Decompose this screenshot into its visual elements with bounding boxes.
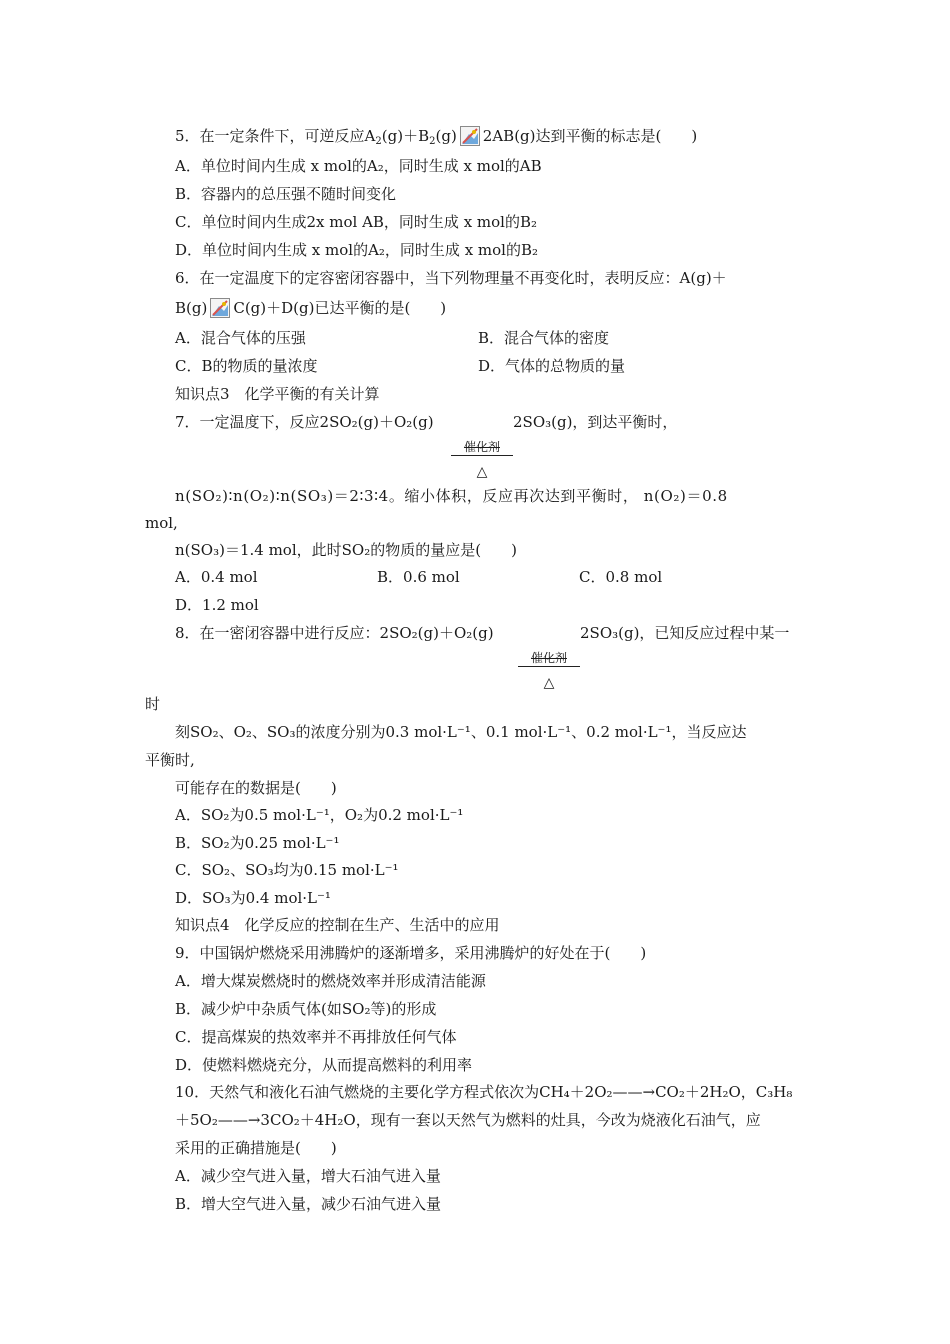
q7-stem-line1-left: 7．一定温度下，反应2SO₂(g)＋O₂(g) <box>175 413 434 431</box>
q9-option-d: D．使燃料燃烧充分，从而提高燃料的利用率 <box>175 1056 473 1074</box>
q6-option-d: D．气体的总物质的量 <box>478 357 626 375</box>
q9-option-a: A．增大煤炭燃烧时的燃烧效率并形成清洁能源 <box>175 972 486 990</box>
q7-stem-line4: n(SO₃)＝1.4 mol，此时SO₂的物质的量应是( ) <box>175 541 517 559</box>
q5-option-c: C．单位时间内生成2x mol AB，同时生成 x mol的B₂ <box>175 213 538 231</box>
q9-option-b: B．减少炉中杂质气体(如SO₂等)的形成 <box>175 1000 437 1018</box>
q5-option-d: D．单位时间内生成 x mol的A₂，同时生成 x mol的B₂ <box>175 241 539 259</box>
equilibrium-arrow <box>514 664 584 670</box>
q6-stem-line2: B(g) C(g)＋D(g)已达平衡的是( ) <box>175 299 447 317</box>
q10-stem-line3: 采用的正确措施是( ) <box>175 1139 337 1157</box>
q6-stem-line1: 6．在一定温度下的定容密闭容器中，当下列物理量不再变化时，表明反应：A(g)＋ <box>175 269 727 287</box>
q10-option-b: B．增大空气进入量，减少石油气进入量 <box>175 1195 442 1213</box>
q5-option-b: B．容器内的总压强不随时间变化 <box>175 185 397 203</box>
q6-option-c: C．B的物质的量浓度 <box>175 357 318 375</box>
q7-stem-line1-right: 2SO₃(g)，到达平衡时， <box>513 413 678 431</box>
equilibrium-arrow <box>447 453 517 459</box>
broken-image-icon <box>210 298 230 318</box>
q8-stem-line5: 可能存在的数据是( ) <box>175 779 337 797</box>
q7-option-b: B．0.6 mol <box>377 568 460 586</box>
q7-catalyst-arrow <box>447 441 517 459</box>
section-heading-kp3: 知识点3 化学平衡的有关计算 <box>175 385 380 403</box>
q8-catalyst-arrow <box>514 652 584 670</box>
broken-image-icon <box>460 126 480 146</box>
q10-stem-line1: 10．天然气和液化石油气燃烧的主要化学方程式依次为CH₄＋2O₂——→CO₂＋2H₂O，C₃H₈ <box>175 1083 793 1101</box>
section-heading-kp4: 知识点4 化学反应的控制在生产、生活中的应用 <box>175 916 500 934</box>
q8-heat-symbol: △ <box>543 675 555 691</box>
q8-stem-line1-right: 2SO₃(g)，已知反应过程中某一 <box>580 624 790 642</box>
q7-stem-line3: mol, <box>145 514 178 532</box>
q9-option-c: C．提高煤炭的热效率并不再排放任何气体 <box>175 1028 457 1046</box>
q8-stem-line3: 刻SO₂、O₂、SO₃的浓度分别为0.3 mol·L⁻¹、0.1 mol·L⁻¹、0.2 mol·L⁻¹，当反应达 <box>175 723 747 741</box>
q8-option-c: C．SO₂、SO₃均为0.15 mol·L⁻¹ <box>175 861 399 879</box>
q8-stem-line2: 时 <box>145 695 161 713</box>
q8-option-d: D．SO₃为0.4 mol·L⁻¹ <box>175 889 331 907</box>
q9-stem: 9．中国锅炉燃烧采用沸腾炉的逐渐增多，采用沸腾炉的好处在于( ) <box>175 944 647 962</box>
q8-stem-line4: 平衡时, <box>145 751 195 769</box>
q10-stem-line2: ＋5O₂——→3CO₂＋4H₂O，现有一套以天然气为燃料的灶具，今改为烧液化石油气，应 <box>175 1111 761 1129</box>
q7-option-a: A．0.4 mol <box>175 568 258 586</box>
q5-stem: 5．在一定条件下，可逆反应$A_2(g)+B_2(g)$ 2AB(g)达到平衡的标志是( ) <box>175 127 698 147</box>
q8-option-a: A．SO₂为0.5 mol·L⁻¹，O₂为0.2 mol·L⁻¹ <box>175 806 464 824</box>
q8-option-b: B．SO₂为0.25 mol·L⁻¹ <box>175 834 340 852</box>
q6-option-b: B．混合气体的密度 <box>478 329 610 347</box>
q6-option-a: A．混合气体的压强 <box>175 329 306 347</box>
q7-heat-symbol: △ <box>476 464 488 480</box>
q8-stem-line1-left: 8．在一密闭容器中进行反应：2SO₂(g)＋O₂(g) <box>175 624 494 642</box>
q7-option-d: D．1.2 mol <box>175 596 259 614</box>
q5-option-a: A．单位时间内生成 x mol的A₂，同时生成 x mol的AB <box>175 157 542 175</box>
catalyst-label: 催化剂 <box>530 651 567 665</box>
q10-option-a: A．减少空气进入量，增大石油气进入量 <box>175 1167 441 1185</box>
q7-option-c: C．0.8 mol <box>579 568 663 586</box>
catalyst-label: 催化剂 <box>463 440 500 454</box>
q7-stem-line2: n(SO₂)∶n(O₂)∶n(SO₃)＝2∶3∶4。缩小体积，反应再次达到平衡时， n(O₂)＝0.8 <box>175 487 728 505</box>
